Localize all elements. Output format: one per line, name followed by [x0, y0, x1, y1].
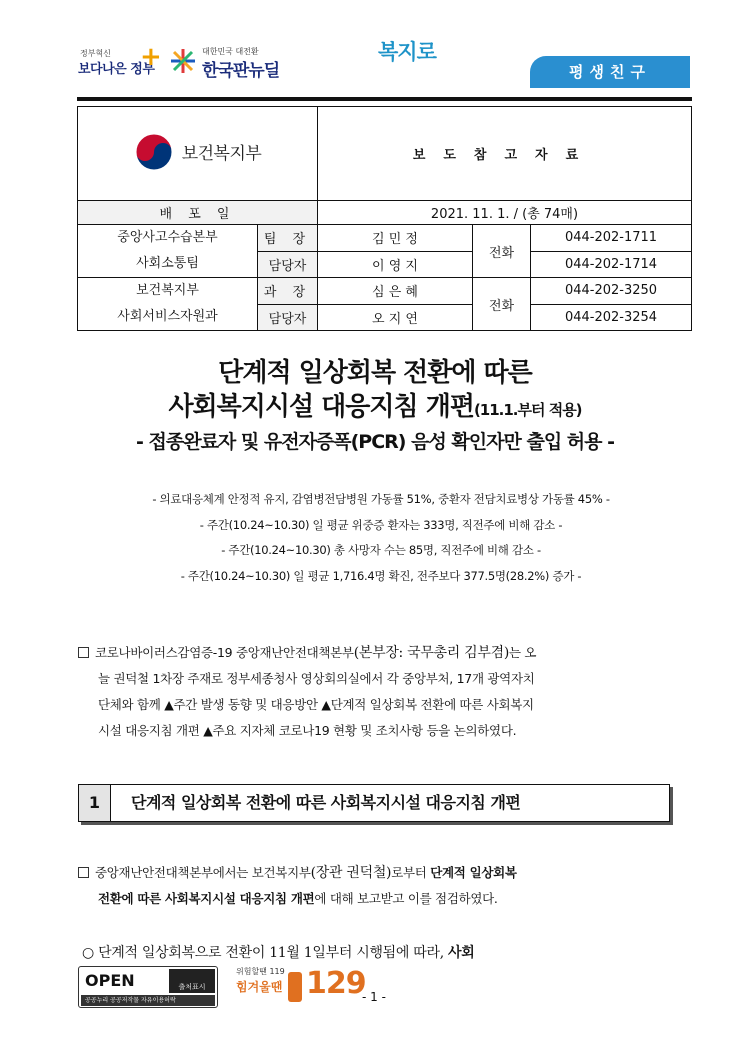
phone-icon	[288, 972, 302, 1002]
helpline-small-text: 위험할땐 119	[236, 967, 285, 976]
contact-phone: 044-202-3250	[531, 278, 692, 305]
newdeal-text: 한국판뉴딜	[202, 61, 280, 81]
subheadline: - 접종완료자 및 유전자증폭(PCR) 음성 확인자만 출입 허용 -	[136, 431, 614, 453]
contact-name: 이 영 지	[318, 251, 473, 278]
checkbox-bullet-icon	[78, 647, 89, 658]
ministry-cell	[78, 107, 318, 201]
ministry-name: 보건복지부	[181, 144, 262, 164]
summary-item: - 주간(10.24~10.30) 총 사망자 수는 85명, 직전주에 비해 감소 -	[221, 543, 541, 557]
headline-line-2: 사회복지시설 대응지침 개편(11.1.부터 적용)	[168, 392, 582, 422]
distribution-date: 2021. 11. 1. / (총 74매)	[318, 201, 692, 225]
newdeal-small-text: 대한민국 대전환	[202, 47, 259, 56]
helpline-number: 129	[306, 966, 366, 1001]
helpline-text: 힘겨울땐	[236, 980, 283, 994]
contact-role: 담당자	[258, 251, 318, 278]
contact-role: 팀 장	[258, 225, 318, 252]
headline-line-1: 단계적 일상회복 전환에 따른	[218, 358, 532, 388]
contact-phone: 044-202-1714	[531, 251, 692, 278]
partner-logos	[78, 44, 318, 80]
plus-icon: +	[140, 42, 162, 72]
header-rule	[77, 97, 692, 101]
section-heading-1	[78, 784, 670, 822]
distribution-label: 배 포 일	[78, 201, 318, 225]
paragraph-report: 중앙재난안전대책본부에서는 보건복지부(장관 권덕철)로부터 단계적 일상회복 전환에 따른 사회복지시설 대응지침 개편에 대해 보고받고 이를 점검하였다.	[78, 860, 696, 912]
document-type-title: 보도참고자료	[318, 107, 692, 201]
phone-label: 전화	[473, 278, 531, 331]
kogl-strip: 공공누리 공공저작물 자유이용허락	[81, 995, 215, 1006]
contact-dept-2: 보건복지부 사회서비스자원과	[78, 278, 258, 331]
contact-role: 과 장	[258, 278, 318, 305]
contact-name: 김 민 정	[318, 225, 473, 252]
bokjiro-logo	[378, 36, 448, 76]
contact-phone: 044-202-3254	[531, 304, 692, 331]
headline	[60, 356, 690, 457]
contact-name: 오 지 연	[318, 304, 473, 331]
korean-new-deal-logo	[170, 44, 320, 80]
taegeuk-emblem-icon	[134, 132, 174, 172]
gov-innovation-logo	[78, 42, 162, 80]
page-number: - 1 -	[362, 990, 386, 1004]
bokjiro-text: 복지로	[378, 40, 436, 64]
summary-item: - 주간(10.24~10.30) 일 평균 위중증 환자는 333명, 직전주에 비해 감소 -	[199, 517, 563, 532]
section-number: 1	[79, 785, 111, 821]
kogl-open-badge	[78, 966, 218, 1008]
summary-item: - 주간(10.24~10.30) 일 평균 1,716.4명 확진, 전주보다 377.5명(28.2%) 증가 -	[180, 568, 582, 583]
newdeal-star-icon	[170, 48, 196, 74]
contact-name: 심 은 혜	[318, 278, 473, 305]
gov-logo-small-text: 정부혁신	[80, 49, 111, 58]
paragraph-circle-item: ○ 단계적 일상회복으로 전환이 11월 1일부터 시행됨에 따라, 사회	[82, 945, 475, 961]
open-text: OPEN	[81, 969, 163, 993]
phone-label: 전화	[473, 225, 531, 278]
contact-role: 담당자	[258, 304, 318, 331]
summary-bullets	[66, 487, 696, 589]
lifetime-friend-badge: 평생친구	[530, 56, 690, 88]
paragraph-intro: 코로나바이러스감염증-19 중앙재난안전대책본부(본부장: 국무총리 김부겸)는 오 늘 권덕철 1차장 주재로 정부세종청사 영상회의실에서 각 중앙부처, 17개 광역자치 단체와 함께 ▲주간 발생 동향 및 대응방안 ▲단계적 일상회복 전환에 따른 사회복지 시설 대응지침 개편 ▲주요 지자체 코로나19 현황 및 조치사항 등을 논의하였다.	[78, 640, 696, 744]
section-title: 단계적 일상회복 전환에 따른 사회복지시설 대응지침 개편	[131, 793, 521, 812]
gov-logo-text: 보다나은 정부	[78, 62, 155, 77]
attribution-icon: 출처표시	[169, 969, 215, 993]
helpline-129-logo	[236, 966, 366, 1006]
contact-phone: 044-202-1711	[531, 225, 692, 252]
checkbox-bullet-icon	[78, 867, 89, 878]
press-header-table	[77, 106, 692, 331]
contact-dept-1: 중앙사고수습본부 사회소통팀	[78, 225, 258, 278]
summary-item: - 의료대응체계 안정적 유지, 감염병전담병원 가동률 51%, 중환자 전담치료병상 가동률 45% -	[152, 492, 610, 506]
